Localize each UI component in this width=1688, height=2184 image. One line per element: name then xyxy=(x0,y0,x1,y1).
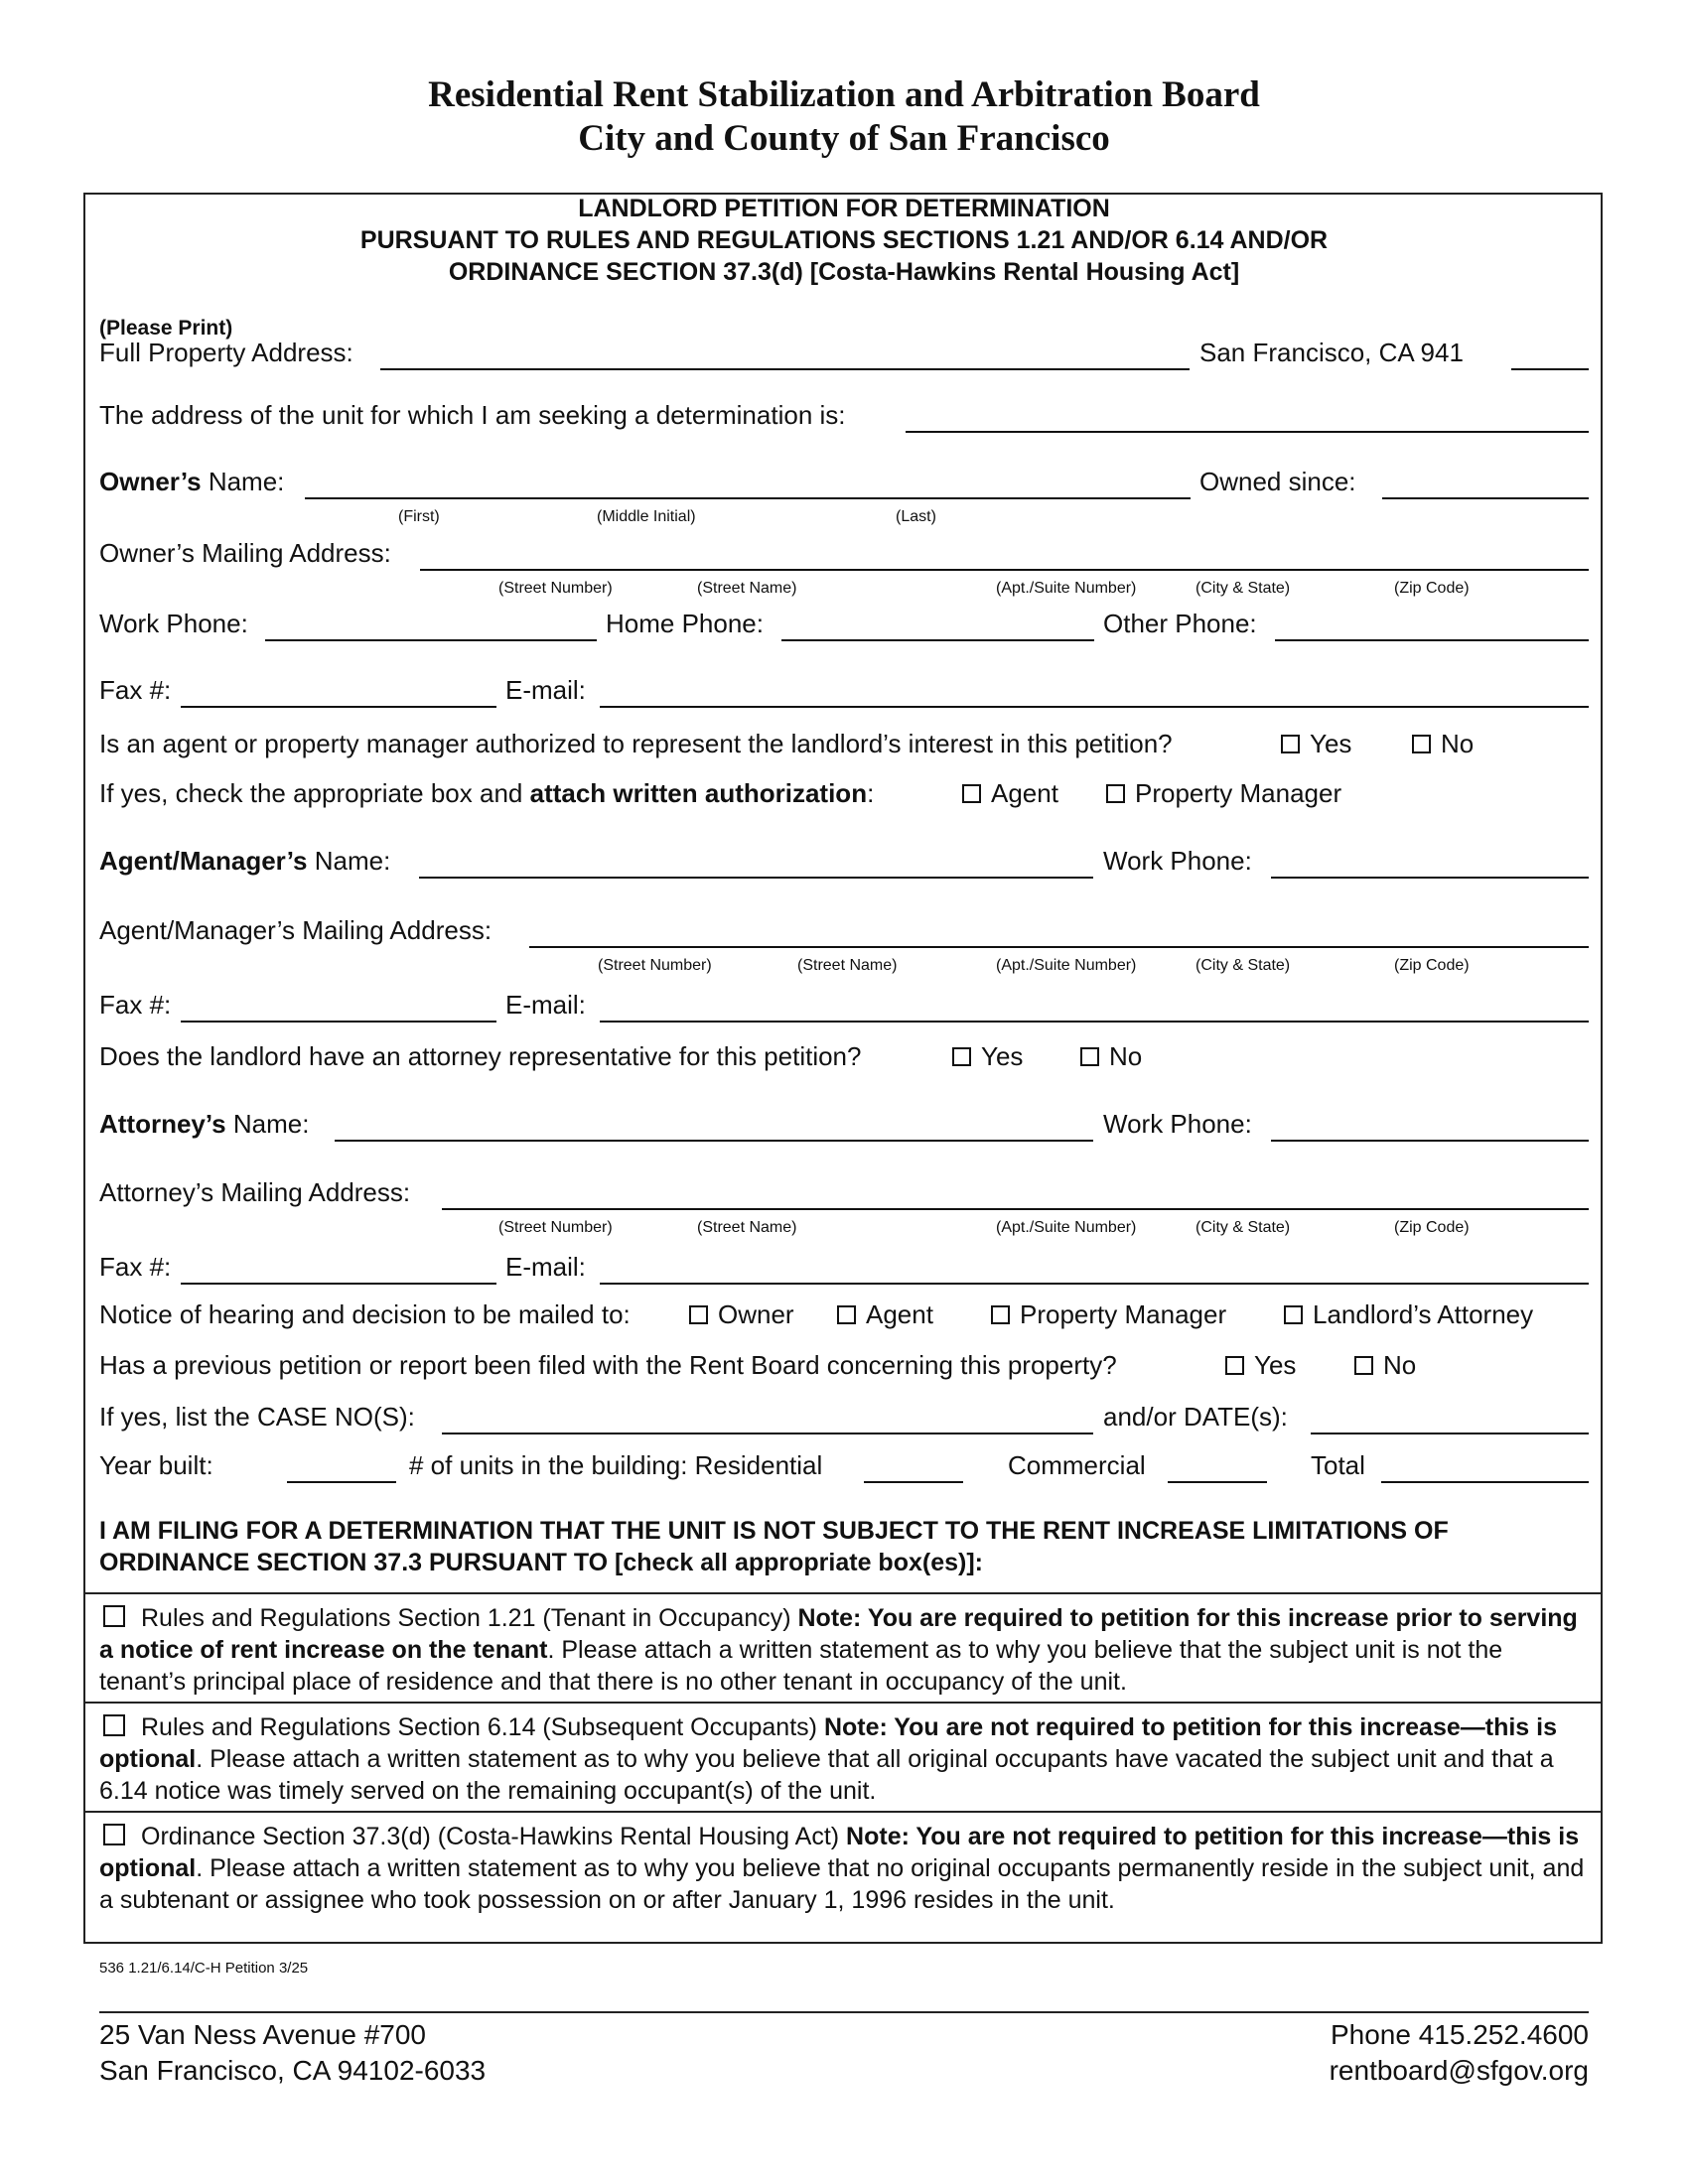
authorization-row xyxy=(99,775,1589,815)
owner-mailing-captions xyxy=(0,580,1688,600)
agent-fax-email-row xyxy=(99,987,1589,1026)
sf-ca-label: San Francisco, CA 941 xyxy=(1199,338,1464,367)
checkbox-icon[interactable] xyxy=(1284,1305,1303,1324)
owner-name-suffix: Name: xyxy=(201,467,285,496)
attorney-mailing-row xyxy=(99,1174,1589,1214)
notice-label: Notice of hearing and decision to be mailed to: xyxy=(99,1299,631,1329)
attach-written-text: attach written authorization xyxy=(529,778,868,808)
yes-label: Yes xyxy=(1310,729,1352,758)
agent-mailing-label: Agent/Manager’s Mailing Address: xyxy=(99,915,492,945)
attorney-mailing-field[interactable] xyxy=(442,1208,1589,1210)
section-37-3d-note: Note: You are not required to petition for this increase—this is optional xyxy=(99,1823,1580,1882)
case-dates-field[interactable] xyxy=(1311,1433,1589,1434)
section-1-21-title: Rules and Regulations Section 1.21 (Tenant in Occupancy) xyxy=(141,1604,798,1632)
owner-name-captions xyxy=(0,508,1688,528)
property-manager-label: Property Manager xyxy=(1020,1299,1227,1329)
agent-name-suffix: Name: xyxy=(307,846,391,876)
attorney-name-field[interactable] xyxy=(335,1140,1093,1142)
attorney-email-field[interactable] xyxy=(600,1283,1589,1285)
owner-mailing-field[interactable] xyxy=(420,569,1589,571)
unit-address-label: The address of the unit for which I am seeking a determination is: xyxy=(99,400,846,430)
footer-contact xyxy=(1330,2017,1589,2089)
no-label: No xyxy=(1441,729,1475,758)
notice-row xyxy=(99,1297,1589,1336)
property-manager-label: Property Manager xyxy=(1135,778,1342,808)
owner-mailing-row xyxy=(99,535,1589,575)
attorney-question-row xyxy=(99,1038,1589,1078)
attorney-work-phone-field[interactable] xyxy=(1271,1140,1589,1142)
previous-yes-option[interactable] xyxy=(1225,1350,1296,1381)
caption-middle-initial: (Middle Initial) xyxy=(597,508,696,525)
section-6-14-checkbox[interactable] xyxy=(103,1714,125,1736)
unit-address-row xyxy=(99,397,1589,437)
please-print-note: (Please Print) xyxy=(99,317,233,340)
case-numbers-field[interactable] xyxy=(442,1433,1093,1434)
case-dates-label: and/or DATE(s): xyxy=(1103,1402,1288,1432)
agent-mailing-row xyxy=(99,912,1589,952)
agent-email-label: E-mail: xyxy=(505,990,586,1020)
colon-text: : xyxy=(867,778,875,808)
section-37-3d-text: . Please attach a written statement as to why you believe that no original occupants permanently reside in the subject unit, and a subtenant or assignee who took possession on or after January 1, 1996 resides in the unit. xyxy=(99,1854,1585,1914)
property-address-label: Full Property Address: xyxy=(99,338,353,367)
case-numbers-row xyxy=(99,1399,1589,1438)
section-1-21 xyxy=(99,1602,1589,1698)
authorization-manager-option[interactable] xyxy=(1106,778,1341,809)
caption-city-state: (City & State) xyxy=(1196,957,1291,974)
units-residential-field[interactable] xyxy=(864,1481,963,1483)
agency-name: Residential Rent Stabilization and Arbitration Board xyxy=(428,74,1260,115)
agent-question-row xyxy=(99,726,1589,765)
home-phone-label: Home Phone: xyxy=(606,609,764,638)
section-divider xyxy=(83,1592,1603,1594)
owner-mailing-label: Owner’s Mailing Address: xyxy=(99,538,391,568)
attorney-name-bold: Attorney’s xyxy=(99,1109,226,1139)
caption-street-name: (Street Name) xyxy=(697,1219,797,1236)
no-label: No xyxy=(1383,1350,1417,1380)
agent-label: Agent xyxy=(991,778,1058,808)
form-title-line1: LANDLORD PETITION FOR DETERMINATION xyxy=(578,195,1110,222)
owner-name-row xyxy=(99,464,1589,503)
checkbox-icon[interactable] xyxy=(1080,1047,1099,1066)
checkbox-icon[interactable] xyxy=(952,1047,971,1066)
property-address-field[interactable] xyxy=(380,368,1190,370)
form-number: 536 1.21/6.14/C-H Petition 3/25 xyxy=(99,1960,309,1977)
section-6-14-note: Note: You are not required to petition for this increase—this is optional xyxy=(99,1713,1557,1773)
email-label: E-mail: xyxy=(505,675,586,705)
footer-address-line1: 25 Van Ness Avenue #700 xyxy=(99,2019,426,2050)
attorney-fax-label: Fax #: xyxy=(99,1252,172,1282)
caption-apt-suite: (Apt./Suite Number) xyxy=(996,1219,1137,1236)
caption-apt-suite: (Apt./Suite Number) xyxy=(996,580,1137,597)
units-residential-label: # of units in the building: Residential xyxy=(409,1450,823,1480)
owner-name-label xyxy=(99,467,284,497)
caption-city-state: (City & State) xyxy=(1196,1219,1291,1236)
checkbox-icon[interactable] xyxy=(837,1305,856,1324)
agent-name-bold: Agent/Manager’s xyxy=(99,846,308,876)
checkbox-icon[interactable] xyxy=(991,1305,1010,1324)
attorney-mailing-captions xyxy=(0,1219,1688,1239)
section-37-3d-title: Ordinance Section 37.3(d) (Costa-Hawkins Rental Housing Act) xyxy=(141,1823,847,1850)
form-title-line3: ORDINANCE SECTION 37.3(d) [Costa-Hawkins Rental Housing Act] xyxy=(448,258,1240,286)
checkbox-icon[interactable] xyxy=(962,784,981,803)
agent-name-field[interactable] xyxy=(419,877,1093,879)
building-info-row xyxy=(99,1447,1589,1487)
previous-no-option[interactable] xyxy=(1354,1350,1416,1381)
agent-name-row xyxy=(99,843,1589,883)
section-6-14-text: . Please attach a written statement as to why you believe that all original occupants have vacated the subject unit and that a 6.14 notice was timely served on the remaining occupant(s) of the unit. xyxy=(99,1745,1554,1805)
caption-street-number: (Street Number) xyxy=(598,957,712,974)
footer-phone: Phone 415.252.4600 xyxy=(1330,2019,1589,2050)
yes-label: Yes xyxy=(1254,1350,1297,1380)
section-divider xyxy=(83,1702,1603,1704)
work-phone-label: Work Phone: xyxy=(99,609,248,638)
agent-fax-field[interactable] xyxy=(181,1021,496,1023)
owned-since-field[interactable] xyxy=(1382,497,1589,499)
agent-name-label xyxy=(99,846,390,877)
attorney-work-phone-label: Work Phone: xyxy=(1103,1109,1252,1139)
caption-last: (Last) xyxy=(896,508,936,525)
section-1-21-checkbox[interactable] xyxy=(103,1605,125,1627)
authorization-label xyxy=(99,778,874,809)
owner-name-field[interactable] xyxy=(305,497,1191,499)
other-phone-field[interactable] xyxy=(1275,639,1589,641)
checkbox-icon[interactable] xyxy=(1281,735,1300,753)
caption-street-number: (Street Number) xyxy=(498,580,613,597)
agent-yes-option[interactable] xyxy=(1281,729,1351,759)
section-6-14 xyxy=(99,1711,1589,1807)
attorney-question-label: Does the landlord have an attorney representative for this petition? xyxy=(99,1041,862,1071)
filing-statement: I AM FILING FOR A DETERMINATION THAT THE UNIT IS NOT SUBJECT TO THE RENT INCREASE LIMITATIONS OF ORDINANCE SECTION 37.3 PURSUANT TO [check all appropriate box(es)]: xyxy=(99,1517,1449,1576)
no-label: No xyxy=(1109,1041,1143,1071)
owner-fax-email-row xyxy=(99,672,1589,712)
attorney-name-suffix: Name: xyxy=(225,1109,310,1139)
owned-since-label: Owned since: xyxy=(1199,467,1356,496)
agent-work-phone-label: Work Phone: xyxy=(1103,846,1252,876)
zip-suffix-field[interactable] xyxy=(1511,368,1589,370)
owner-name-bold: Owner’s xyxy=(99,467,202,496)
caption-street-number: (Street Number) xyxy=(498,1219,613,1236)
agent-email-field[interactable] xyxy=(600,1021,1589,1023)
landlords-attorney-label: Landlord’s Attorney xyxy=(1313,1299,1534,1329)
home-phone-field[interactable] xyxy=(781,639,1094,641)
units-total-field[interactable] xyxy=(1381,1481,1589,1483)
caption-street-name: (Street Name) xyxy=(697,580,797,597)
caption-apt-suite: (Apt./Suite Number) xyxy=(996,957,1137,974)
email-field[interactable] xyxy=(600,706,1589,708)
previous-petition-label: Has a previous petition or report been filed with the Rent Board concerning this property? xyxy=(99,1350,1117,1380)
notice-agent-option[interactable] xyxy=(837,1299,933,1330)
checkbox-icon[interactable] xyxy=(1225,1356,1244,1375)
owner-phones-row xyxy=(99,606,1589,645)
year-built-field[interactable] xyxy=(287,1481,396,1483)
caption-zip-code: (Zip Code) xyxy=(1394,957,1470,974)
section-1-21-note: Note: You are required to petition for this increase prior to serving a notice of rent increase on the tenant xyxy=(99,1604,1578,1664)
agency-jurisdiction: City and County of San Francisco xyxy=(578,118,1110,159)
attorney-fax-field[interactable] xyxy=(181,1283,496,1285)
checkbox-icon[interactable] xyxy=(689,1305,708,1324)
commercial-label: Commercial xyxy=(1008,1450,1146,1480)
footer-address-line2: San Francisco, CA 94102-6033 xyxy=(99,2055,487,2086)
agent-mailing-field[interactable] xyxy=(529,946,1589,948)
caption-street-name: (Street Name) xyxy=(797,957,898,974)
footer-divider xyxy=(99,2011,1589,2013)
notice-manager-option[interactable] xyxy=(991,1299,1226,1330)
attorney-yes-option[interactable] xyxy=(952,1041,1023,1072)
unit-address-field[interactable] xyxy=(906,431,1589,433)
checkbox-icon[interactable] xyxy=(1354,1356,1373,1375)
caption-city-state: (City & State) xyxy=(1196,580,1291,597)
footer-address xyxy=(99,2017,486,2089)
attorney-email-label: E-mail: xyxy=(505,1252,586,1282)
footer-email[interactable]: rentboard@sfgov.org xyxy=(1329,2055,1589,2086)
attorney-mailing-label: Attorney’s Mailing Address: xyxy=(99,1177,411,1207)
owner-label: Owner xyxy=(718,1299,794,1329)
agent-question-label: Is an agent or property manager authorized to represent the landlord’s interest in this petition? xyxy=(99,729,1173,758)
section-divider xyxy=(83,1811,1603,1813)
agent-label: Agent xyxy=(866,1299,933,1329)
year-built-label: Year built: xyxy=(99,1450,213,1480)
fax-field[interactable] xyxy=(181,706,496,708)
notice-owner-option[interactable] xyxy=(689,1299,794,1330)
section-6-14-title: Rules and Regulations Section 6.14 (Subsequent Occupants) xyxy=(141,1713,824,1741)
total-label: Total xyxy=(1311,1450,1365,1480)
agent-mailing-captions xyxy=(0,957,1688,977)
attorney-name-label xyxy=(99,1109,309,1140)
section-37-3d-checkbox[interactable] xyxy=(103,1824,125,1845)
if-yes-text: If yes, check the appropriate box and xyxy=(99,778,530,808)
attorney-name-row xyxy=(99,1106,1589,1146)
attorney-no-option[interactable] xyxy=(1080,1041,1142,1072)
property-address-row xyxy=(99,335,1589,374)
fax-label: Fax #: xyxy=(99,675,172,705)
caption-zip-code: (Zip Code) xyxy=(1394,580,1470,597)
case-numbers-label: If yes, list the CASE NO(S): xyxy=(99,1402,415,1432)
checkbox-icon[interactable] xyxy=(1412,735,1431,753)
section-1-21-text: . Please attach a written statement as to why you believe that the subject unit is not the tenant’s principal place of residence and that there is no other tenant in occupancy of the unit. xyxy=(99,1636,1503,1696)
authorization-agent-option[interactable] xyxy=(962,778,1058,809)
units-commercial-field[interactable] xyxy=(1168,1481,1267,1483)
agent-no-option[interactable] xyxy=(1412,729,1474,759)
agent-work-phone-field[interactable] xyxy=(1271,877,1589,879)
checkbox-icon[interactable] xyxy=(1106,784,1125,803)
section-37-3d xyxy=(99,1821,1589,1916)
attorney-fax-email-row xyxy=(99,1249,1589,1289)
yes-label: Yes xyxy=(981,1041,1024,1071)
notice-attorney-option[interactable] xyxy=(1284,1299,1533,1330)
previous-petition-row xyxy=(99,1347,1589,1387)
form-title-line2: PURSUANT TO RULES AND REGULATIONS SECTIONS 1.21 AND/OR 6.14 AND/OR xyxy=(359,226,1329,254)
other-phone-label: Other Phone: xyxy=(1103,609,1257,638)
agent-fax-label: Fax #: xyxy=(99,990,172,1020)
caption-first: (First) xyxy=(398,508,440,525)
caption-zip-code: (Zip Code) xyxy=(1394,1219,1470,1236)
work-phone-field[interactable] xyxy=(265,639,597,641)
